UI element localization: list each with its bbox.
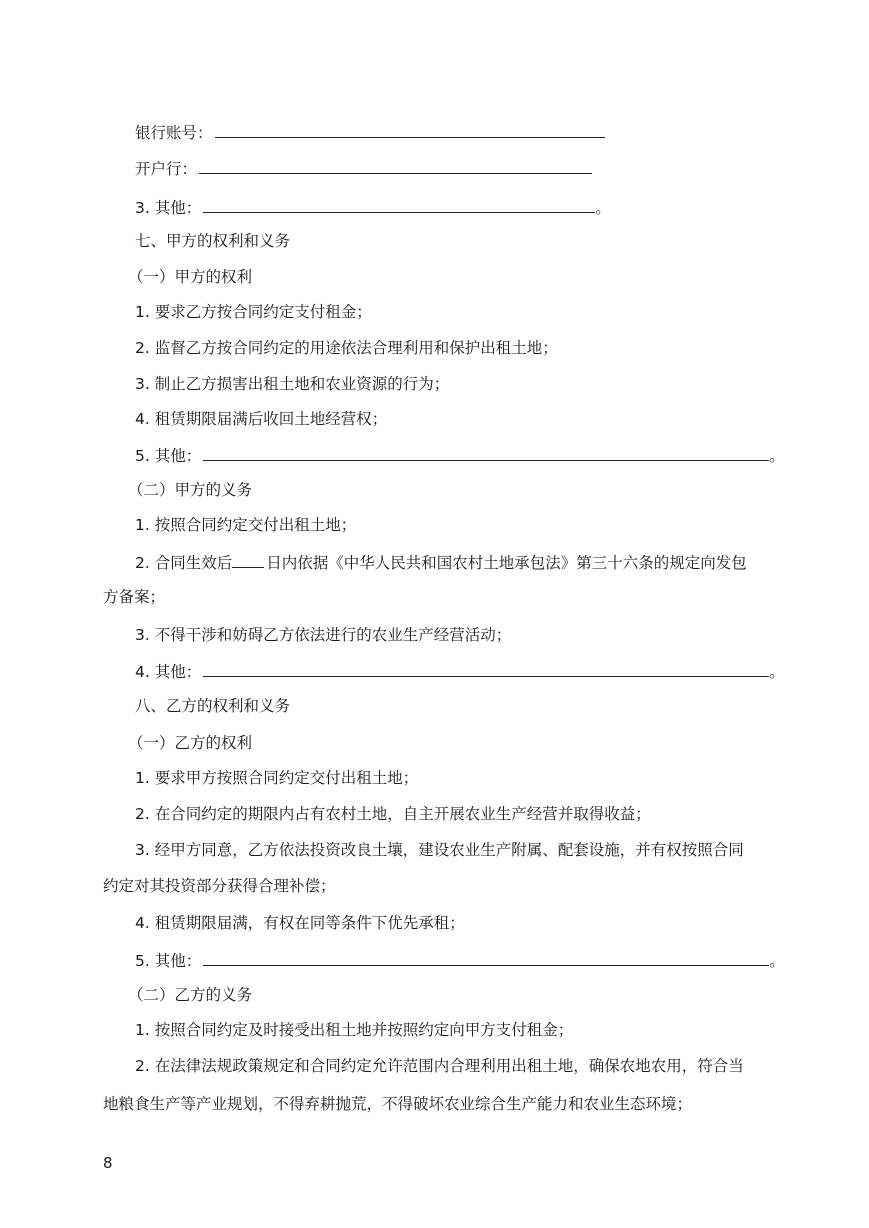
bank-account-label: 银行账号： [135, 124, 213, 142]
days-blank [232, 551, 264, 568]
bank-name-blank [199, 157, 592, 174]
s8-rights-other-line [135, 949, 785, 971]
s7-duty-other-line [135, 660, 785, 682]
s7-duty-2 [135, 551, 747, 573]
s8-right-3: 3. 经甲方同意，乙方依法投资改良土壤，建设农业生产附属、配套设施，并有权按照合同 [135, 841, 744, 859]
item3-other-label: 3. 其他： [135, 199, 202, 217]
page-number: 8 [103, 1154, 113, 1172]
s7-duty-3: 3. 不得干涉和妨碍乙方依法进行的农业生产经营活动； [135, 626, 512, 644]
s8-duty-2: 2. 在法律法规政策规定和合同约定允许范围内合理利用出租土地，确保农地农用，符合当 [135, 1057, 744, 1075]
s8-duty-1: 1. 按照合同约定及时接受出租土地并按照约定向甲方支付租金； [135, 1021, 574, 1039]
section7-sub2-title: （二）甲方的义务 [128, 481, 253, 499]
s7-duty-2-cont: 方备案； [103, 588, 166, 606]
s7-duty-2-part2: 日内依据《中华人民共和国农村土地承包法》第三十六条的规定向发包 [266, 554, 747, 572]
period: 。 [595, 199, 611, 217]
s8-right-3-cont: 约定对其投资部分获得合理补偿； [103, 877, 336, 895]
s7-right-4: 4. 租赁期限届满后收回土地经营权； [135, 410, 388, 428]
bank-name-label: 开户行： [135, 160, 198, 178]
item3-other-blank [203, 196, 595, 213]
bank-account-line [135, 121, 605, 143]
period: 。 [769, 663, 785, 681]
item3-other-line [135, 196, 611, 218]
section8-sub1-title: （一）乙方的权利 [128, 734, 253, 752]
s8-right-4: 4. 租赁期限届满，有权在同等条件下优先承租； [135, 914, 465, 932]
s7-right-2: 2. 监督乙方按合同约定的用途依法合理利用和保护出租土地； [135, 339, 558, 357]
period: 。 [769, 447, 785, 465]
s7-rights-other-line [135, 444, 785, 466]
s8-rights-other-blank [203, 949, 769, 966]
section7-title: 七、甲方的权利和义务 [135, 232, 291, 250]
s7-rights-other-blank [203, 444, 769, 461]
s7-duty-2-part1: 2. 合同生效后 [135, 554, 233, 572]
s7-right-3: 3. 制止乙方损害出租土地和农业资源的行为； [135, 375, 450, 393]
s7-duty-other-label: 4. 其他： [135, 663, 202, 681]
s7-duty-other-blank [203, 660, 769, 677]
s7-rights-other-label: 5. 其他： [135, 447, 202, 465]
s7-right-1: 1. 要求乙方按合同约定支付租金； [135, 303, 372, 321]
section8-sub2-title: （二）乙方的义务 [128, 986, 253, 1004]
bank-account-blank [215, 121, 605, 138]
s8-right-1: 1. 要求甲方按照合同约定交付出租土地； [135, 769, 419, 787]
s8-right-2: 2. 在合同约定的期限内占有农村土地，自主开展农业生产经营并取得收益； [135, 805, 651, 823]
s8-rights-other-label: 5. 其他： [135, 952, 202, 970]
s8-duty-2-cont: 地粮食生产等产业规划，不得弃耕抛荒，不得破坏农业综合生产能力和农业生态环境； [103, 1095, 693, 1113]
section8-title: 八、乙方的权利和义务 [135, 697, 291, 715]
section7-sub1-title: （一）甲方的权利 [128, 268, 253, 286]
bank-name-line [135, 157, 592, 179]
s7-duty-1: 1. 按照合同约定交付出租土地； [135, 516, 357, 534]
period: 。 [769, 952, 785, 970]
